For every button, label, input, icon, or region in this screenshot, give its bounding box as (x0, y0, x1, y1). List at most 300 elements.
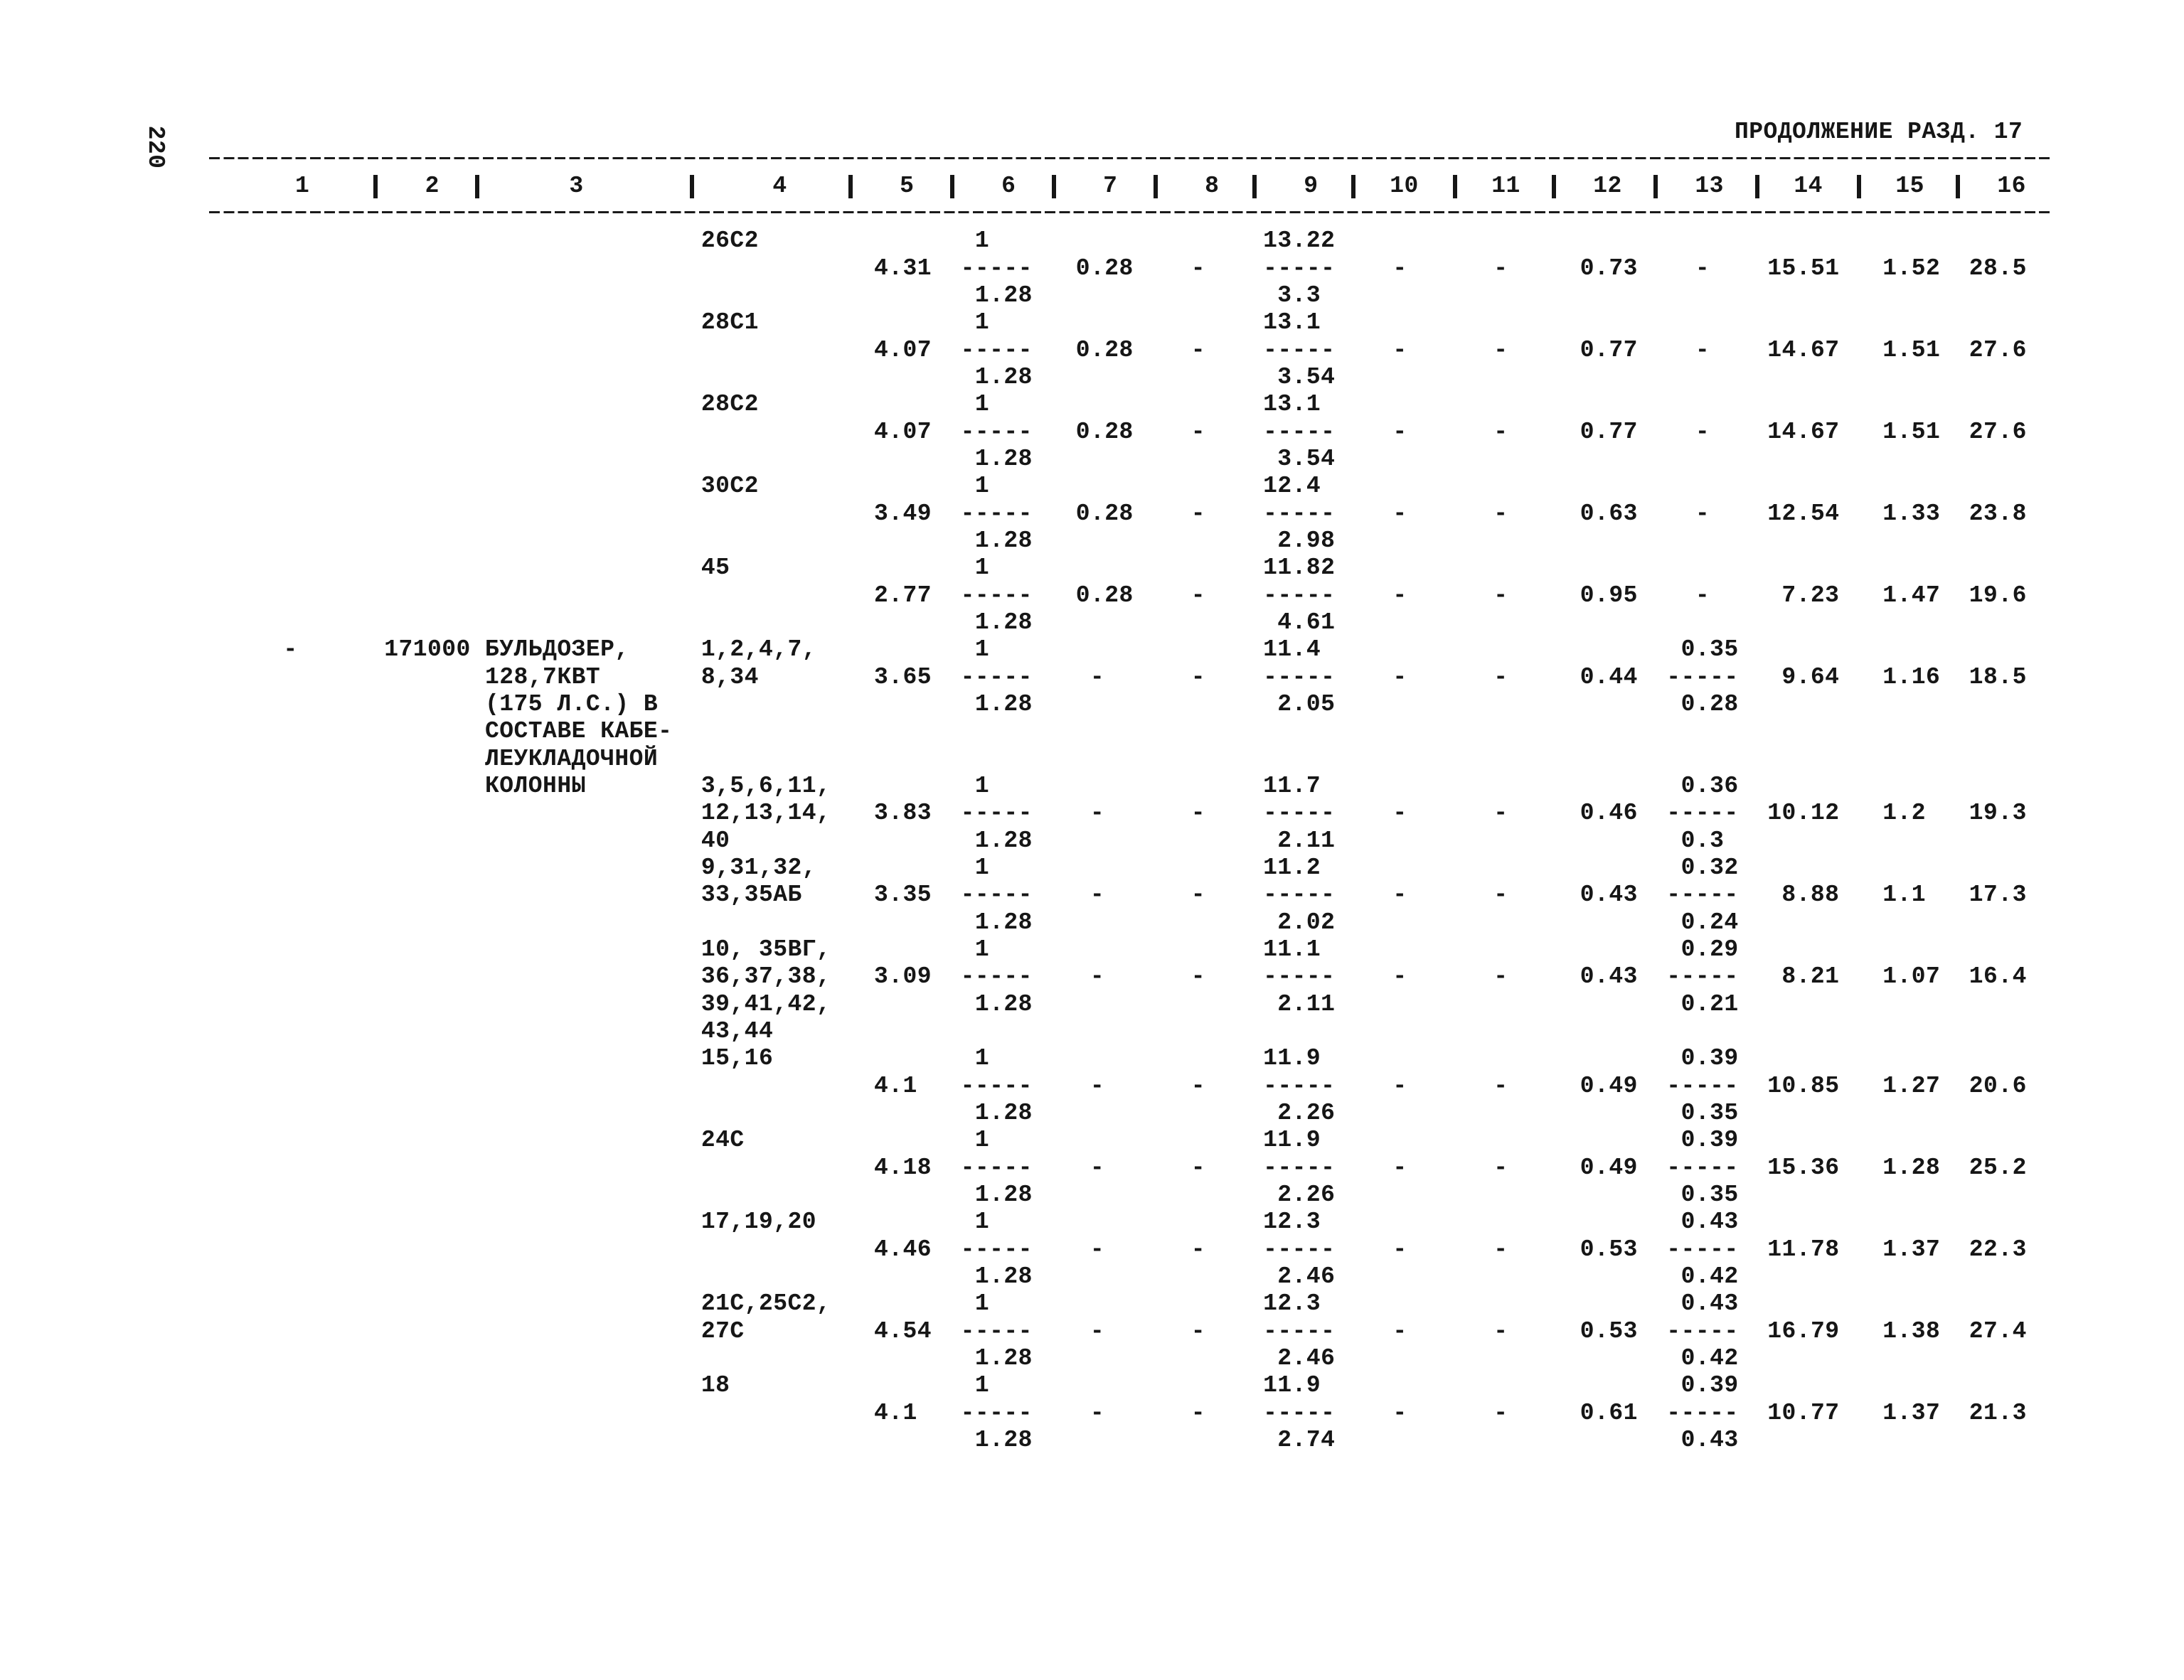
column-header-cell: 14 (1794, 173, 1823, 199)
cell-col4-line: 39,41,42, (701, 990, 831, 1017)
cell-col3-name-line: СОСТАВЕ КАБЕ- (485, 718, 673, 745)
column-header-cell: 13 (1695, 173, 1724, 199)
cell-col9-denominator: 2.46 (1277, 1263, 1336, 1290)
cell-col4-line: 36,37,38, (701, 963, 831, 990)
cell-col13-denominator: 0.43 (1680, 1426, 1739, 1453)
cell-col16: 17.3 (1969, 882, 2027, 909)
cell-col9-numerator: 11.7 (1263, 773, 1321, 799)
cell-col10: - (1392, 336, 1407, 363)
cell-col6-denominator: 1.28 (974, 1181, 1033, 1208)
cell-col7: - (1090, 1154, 1105, 1181)
cell-col10: - (1392, 1399, 1407, 1426)
cell-col8: - (1190, 336, 1206, 363)
cell-col15: 1.1 (1882, 882, 1926, 909)
cell-col13-denominator: 0.21 (1680, 990, 1739, 1017)
cell-col13-denominator: 0.35 (1680, 1181, 1739, 1208)
cell-col15: 1.37 (1882, 1236, 1941, 1263)
cell-col15: 1.37 (1882, 1399, 1941, 1426)
column-divider (1154, 175, 1158, 198)
cell-col6-denominator: 1.28 (974, 1100, 1033, 1126)
cell-col10: - (1392, 255, 1407, 282)
cell-col9-denominator: 2.74 (1277, 1426, 1336, 1453)
cell-col4-line: 21С,25С2, (701, 1290, 831, 1317)
cell-col11: - (1493, 800, 1508, 827)
cell-col7: - (1090, 1072, 1105, 1099)
cell-col5: 4.31 (874, 255, 932, 282)
cell-col6-denominator: 1.28 (974, 364, 1033, 390)
cell-col4-line: 8,34 (701, 663, 759, 690)
cell-col3-name-line: (175 Л.С.) В (485, 691, 659, 717)
column-divider (1552, 175, 1556, 198)
cell-col11: - (1493, 255, 1508, 282)
column-header-cell: 8 (1205, 173, 1220, 199)
column-header-cell: 4 (772, 173, 787, 199)
cell-col4-line: 15,16 (701, 1045, 774, 1072)
cell-col11: - (1493, 582, 1508, 609)
cell-col8: - (1190, 882, 1206, 909)
cell-col11: - (1493, 1154, 1508, 1181)
cell-col11: - (1493, 1236, 1508, 1263)
cell-col9-fraction-bar: ----- (1263, 1399, 1336, 1426)
cell-col3-name-line: 128,7КВТ (485, 663, 601, 690)
cell-col12: 0.44 (1580, 663, 1638, 690)
cell-col7: - (1090, 800, 1105, 827)
cell-col15: 1.16 (1882, 663, 1941, 690)
cell-col8: - (1190, 1154, 1206, 1181)
cell-col9-fraction-bar: ----- (1263, 1317, 1336, 1344)
cell-col13-fraction-bar: ----- (1666, 1072, 1739, 1099)
cell-col4-line: 1,2,4,7, (701, 636, 816, 663)
header-rule-bottom (209, 211, 2051, 213)
cell-col6-numerator: 1 (974, 1127, 990, 1154)
cell-col14: 14.67 (1767, 336, 1840, 363)
cell-col16: 19.3 (1969, 800, 2027, 827)
cell-col9-numerator: 11.9 (1263, 1045, 1321, 1072)
cell-col6-numerator: 1 (974, 1290, 990, 1317)
cell-col6-denominator: 1.28 (974, 990, 1033, 1017)
cell-col13-fraction-bar: ----- (1666, 1236, 1739, 1263)
cell-col14: 10.77 (1767, 1399, 1840, 1426)
cell-col6-fraction-bar: ----- (960, 582, 1033, 609)
cell-col15: 1.07 (1882, 963, 1941, 990)
cell-col12: 0.73 (1580, 255, 1638, 282)
cell-col8: - (1190, 1236, 1206, 1263)
cell-col7: 0.28 (1075, 336, 1134, 363)
cell-col4-line: 30С2 (701, 473, 759, 500)
column-header-cell: 2 (425, 173, 440, 199)
cell-col8: - (1190, 1072, 1206, 1099)
cell-col8: - (1190, 582, 1206, 609)
cell-col9-denominator: 2.11 (1277, 827, 1336, 854)
cell-col11: - (1493, 336, 1508, 363)
cell-col14: 12.54 (1767, 500, 1840, 527)
cell-col9-fraction-bar: ----- (1263, 800, 1336, 827)
cell-col16: 21.3 (1969, 1399, 2027, 1426)
column-divider (1857, 175, 1861, 198)
cell-col6-numerator: 1 (974, 473, 990, 500)
cell-col11: - (1493, 500, 1508, 527)
column-header-cell: 11 (1491, 173, 1520, 199)
cell-col6-fraction-bar: ----- (960, 500, 1033, 527)
cell-col4-line: 27С (701, 1317, 745, 1344)
cell-col11: - (1493, 1072, 1508, 1099)
cell-col4-line: 40 (701, 827, 730, 854)
header-rule-top (209, 157, 2051, 159)
column-divider (848, 175, 853, 198)
cell-col9-fraction-bar: ----- (1263, 336, 1336, 363)
cell-col13-denominator: 0.35 (1680, 1100, 1739, 1126)
cell-col6-fraction-bar: ----- (960, 1317, 1033, 1344)
cell-col5: 2.77 (874, 582, 932, 609)
cell-col3-name-line: БУЛЬДОЗЕР, (485, 636, 629, 663)
cell-col13-numerator: 0.32 (1680, 855, 1739, 881)
cell-col7: 0.28 (1075, 500, 1134, 527)
cell-col9-denominator: 2.02 (1277, 909, 1336, 936)
cell-col7: - (1090, 1317, 1105, 1344)
cell-col4-line: 45 (701, 555, 730, 582)
cell-col6-numerator: 1 (974, 855, 990, 881)
cell-col5: 4.1 (874, 1072, 917, 1099)
cell-col12: 0.77 (1580, 418, 1638, 445)
cell-col4-line: 33,35АБ (701, 882, 802, 909)
cell-col4-line: 17,19,20 (701, 1209, 816, 1236)
cell-col14: 11.78 (1767, 1236, 1840, 1263)
cell-col6-numerator: 1 (974, 636, 990, 663)
cell-col8: - (1190, 1399, 1206, 1426)
cell-col16: 27.6 (1969, 336, 2027, 363)
cell-col5: 3.65 (874, 663, 932, 690)
cell-col6-fraction-bar: ----- (960, 1154, 1033, 1181)
cell-col12: 0.49 (1580, 1072, 1638, 1099)
cell-col9-fraction-bar: ----- (1263, 1236, 1336, 1263)
cell-col6-fraction-bar: ----- (960, 1072, 1033, 1099)
cell-col14: 7.23 (1781, 582, 1840, 609)
cell-col6-numerator: 1 (974, 936, 990, 963)
cell-col16: 20.6 (1969, 1072, 2027, 1099)
cell-col9-fraction-bar: ----- (1263, 582, 1336, 609)
cell-col16: 16.4 (1969, 963, 2027, 990)
cell-col6-numerator: 1 (974, 1045, 990, 1072)
cell-col6-denominator: 1.28 (974, 528, 1033, 554)
cell-col13: - (1695, 336, 1710, 363)
cell-col12: 0.63 (1580, 500, 1638, 527)
cell-col8: - (1190, 255, 1206, 282)
cell-col12: 0.43 (1580, 882, 1638, 909)
cell-col14: 15.51 (1767, 255, 1840, 282)
cell-col9-numerator: 12.3 (1263, 1290, 1321, 1317)
cell-col5: 4.18 (874, 1154, 932, 1181)
cell-col4-line: 9,31,32, (701, 855, 816, 881)
cell-col8: - (1190, 963, 1206, 990)
cell-col11: - (1493, 882, 1508, 909)
cell-col13-denominator: 0.42 (1680, 1344, 1739, 1371)
cell-col5: 4.54 (874, 1317, 932, 1344)
continuation-title: ПРОДОЛЖЕНИЕ РАЗД. 17 (1735, 119, 2023, 145)
cell-col6-denominator: 1.28 (974, 1263, 1033, 1290)
cell-col16: 18.5 (1969, 663, 2027, 690)
cell-col5: 3.49 (874, 500, 932, 527)
cell-col5: 4.07 (874, 418, 932, 445)
cell-col11: - (1493, 418, 1508, 445)
column-divider (1252, 175, 1257, 198)
cell-col13-denominator: 0.42 (1680, 1263, 1739, 1290)
cell-col11: - (1493, 1317, 1508, 1344)
column-divider (690, 175, 694, 198)
cell-col4-line: 28С2 (701, 391, 759, 418)
cell-col4-line: 18 (701, 1372, 730, 1399)
cell-col13: - (1695, 582, 1710, 609)
cell-col13-fraction-bar: ----- (1666, 663, 1739, 690)
cell-col9-fraction-bar: ----- (1263, 1072, 1336, 1099)
cell-col6-fraction-bar: ----- (960, 663, 1033, 690)
cell-col12: 0.53 (1580, 1317, 1638, 1344)
cell-col7: 0.28 (1075, 582, 1134, 609)
column-divider (1453, 175, 1457, 198)
cell-col15: 1.51 (1882, 336, 1941, 363)
cell-col6-fraction-bar: ----- (960, 336, 1033, 363)
column-header-cell: 1 (294, 173, 310, 199)
cell-col9-fraction-bar: ----- (1263, 963, 1336, 990)
cell-col10: - (1392, 882, 1407, 909)
cell-col16: 23.8 (1969, 500, 2027, 527)
cell-col6-numerator: 1 (974, 228, 990, 255)
cell-col13-denominator: 0.28 (1680, 691, 1739, 717)
cell-col13: - (1695, 500, 1710, 527)
cell-col13-numerator: 0.36 (1680, 773, 1739, 799)
cell-col16: 19.6 (1969, 582, 2027, 609)
cell-col16: 28.5 (1969, 255, 2027, 282)
cell-col7: - (1090, 1236, 1105, 1263)
cell-col6-numerator: 1 (974, 773, 990, 799)
cell-col8: - (1190, 800, 1206, 827)
cell-col15: 1.33 (1882, 500, 1941, 527)
column-divider (950, 175, 954, 198)
column-divider (475, 175, 479, 198)
cell-col4-line: 26С2 (701, 228, 759, 255)
cell-col6-denominator: 1.28 (974, 1426, 1033, 1453)
cell-col9-denominator: 2.11 (1277, 990, 1336, 1017)
cell-col9-denominator: 2.26 (1277, 1100, 1336, 1126)
cell-col4-line: 3,5,6,11, (701, 773, 831, 799)
cell-col13-denominator: 0.24 (1680, 909, 1739, 936)
cell-col6-fraction-bar: ----- (960, 1399, 1033, 1426)
cell-col9-numerator: 13.1 (1263, 391, 1321, 418)
cell-col10: - (1392, 1072, 1407, 1099)
cell-col6-denominator: 1.28 (974, 691, 1033, 717)
cell-col12: 0.61 (1580, 1399, 1638, 1426)
cell-col5: 4.46 (874, 1236, 932, 1263)
cell-col5: 3.09 (874, 963, 932, 990)
cell-col11: - (1493, 1399, 1508, 1426)
cell-col6-fraction-bar: ----- (960, 963, 1033, 990)
cell-col12: 0.49 (1580, 1154, 1638, 1181)
column-header-cell: 5 (900, 173, 915, 199)
cell-col5: 3.35 (874, 882, 932, 909)
cell-col9-fraction-bar: ----- (1263, 663, 1336, 690)
cell-col7: - (1090, 963, 1105, 990)
cell-col6-denominator: 1.28 (974, 827, 1033, 854)
cell-col7: - (1090, 663, 1105, 690)
cell-col1: - (283, 636, 298, 663)
column-header-cell: 16 (1997, 173, 2026, 199)
cell-col9-numerator: 12.3 (1263, 1209, 1321, 1236)
cell-col7: - (1090, 882, 1105, 909)
cell-col7: - (1090, 1399, 1105, 1426)
cell-col11: - (1493, 663, 1508, 690)
cell-col9-numerator: 11.4 (1263, 636, 1321, 663)
column-divider (1052, 175, 1056, 198)
cell-col9-fraction-bar: ----- (1263, 500, 1336, 527)
cell-col10: - (1392, 418, 1407, 445)
cell-col13-fraction-bar: ----- (1666, 1399, 1739, 1426)
cell-col9-fraction-bar: ----- (1263, 255, 1336, 282)
cell-col10: - (1392, 500, 1407, 527)
column-divider (1351, 175, 1355, 198)
cell-col9-fraction-bar: ----- (1263, 882, 1336, 909)
cell-col14: 10.12 (1767, 800, 1840, 827)
cell-col9-numerator: 11.9 (1263, 1127, 1321, 1154)
cell-col13-denominator: 0.3 (1680, 827, 1725, 854)
cell-col14: 8.88 (1781, 882, 1840, 909)
cell-col4-line: 12,13,14, (701, 800, 831, 827)
cell-col9-denominator: 3.54 (1277, 364, 1336, 390)
column-header-cell: 9 (1304, 173, 1319, 199)
cell-col13-fraction-bar: ----- (1666, 882, 1739, 909)
cell-col6-denominator: 1.28 (974, 909, 1033, 936)
cell-col15: 1.38 (1882, 1317, 1941, 1344)
cell-col9-denominator: 2.05 (1277, 691, 1336, 717)
cell-col4-line: 10, 35ВГ, (701, 936, 831, 963)
cell-col5: 4.07 (874, 336, 932, 363)
cell-col13-fraction-bar: ----- (1666, 800, 1739, 827)
cell-col6-numerator: 1 (974, 1209, 990, 1236)
cell-col9-denominator: 3.3 (1277, 282, 1321, 309)
cell-col6-denominator: 1.28 (974, 446, 1033, 472)
cell-col14: 8.21 (1781, 963, 1840, 990)
column-header-cell: 6 (1001, 173, 1016, 199)
cell-col6-fraction-bar: ----- (960, 255, 1033, 282)
cell-col9-numerator: 11.82 (1263, 555, 1336, 582)
column-header-cell: 10 (1390, 173, 1419, 199)
cell-col13-numerator: 0.43 (1680, 1290, 1739, 1317)
cell-col6-numerator: 1 (974, 309, 990, 336)
cell-col9-denominator: 4.61 (1277, 609, 1336, 636)
cell-col13-numerator: 0.35 (1680, 636, 1739, 663)
column-header-cell: 12 (1593, 173, 1622, 199)
cell-col4-line: 28С1 (701, 309, 759, 336)
cell-col9-denominator: 3.54 (1277, 446, 1336, 472)
cell-col15: 1.51 (1882, 418, 1941, 445)
cell-col12: 0.46 (1580, 800, 1638, 827)
cell-col6-fraction-bar: ----- (960, 800, 1033, 827)
cell-col9-fraction-bar: ----- (1263, 418, 1336, 445)
cell-col14: 14.67 (1767, 418, 1840, 445)
cell-col13-numerator: 0.39 (1680, 1372, 1739, 1399)
cell-col8: - (1190, 663, 1206, 690)
cell-col6-fraction-bar: ----- (960, 1236, 1033, 1263)
column-header-cell: 3 (569, 173, 584, 199)
cell-col9-numerator: 13.22 (1263, 228, 1336, 255)
cell-col6-numerator: 1 (974, 555, 990, 582)
cell-col3-name-line: ЛЕУКЛАДОЧНОЙ (485, 745, 659, 772)
cell-col16: 22.3 (1969, 1236, 2027, 1263)
cell-col6-denominator: 1.28 (974, 282, 1033, 309)
cell-col4-line: 24С (701, 1127, 745, 1154)
cell-col10: - (1392, 800, 1407, 827)
cell-col13-numerator: 0.39 (1680, 1045, 1739, 1072)
cell-col13-fraction-bar: ----- (1666, 963, 1739, 990)
cell-col14: 16.79 (1767, 1317, 1840, 1344)
cell-col5: 3.83 (874, 800, 932, 827)
cell-col12: 0.53 (1580, 1236, 1638, 1263)
column-header-cell: 15 (1895, 173, 1924, 199)
column-header-cell: 7 (1103, 173, 1118, 199)
cell-col9-denominator: 2.98 (1277, 528, 1336, 554)
cell-col6-denominator: 1.28 (974, 1344, 1033, 1371)
cell-col6-fraction-bar: ----- (960, 882, 1033, 909)
cell-col16: 25.2 (1969, 1154, 2027, 1181)
cell-col15: 1.27 (1882, 1072, 1941, 1099)
cell-col8: - (1190, 1317, 1206, 1344)
column-divider (1956, 175, 1960, 198)
cell-col9-numerator: 11.9 (1263, 1372, 1321, 1399)
cell-col10: - (1392, 1317, 1407, 1344)
cell-col10: - (1392, 663, 1407, 690)
cell-col6-denominator: 1.28 (974, 609, 1033, 636)
cell-col14: 15.36 (1767, 1154, 1840, 1181)
cell-col9-denominator: 2.46 (1277, 1344, 1336, 1371)
cell-col15: 1.52 (1882, 255, 1941, 282)
cell-col13-fraction-bar: ----- (1666, 1317, 1739, 1344)
cell-col9-numerator: 11.2 (1263, 855, 1321, 881)
cell-col8: - (1190, 418, 1206, 445)
column-divider (1755, 175, 1759, 198)
cell-col9-numerator: 11.1 (1263, 936, 1321, 963)
page-number: 220 (142, 125, 169, 169)
cell-col11: - (1493, 963, 1508, 990)
cell-col9-denominator: 2.26 (1277, 1181, 1336, 1208)
cell-col12: 0.43 (1580, 963, 1638, 990)
cell-col7: 0.28 (1075, 418, 1134, 445)
cell-col13: - (1695, 255, 1710, 282)
cell-col5: 4.1 (874, 1399, 917, 1426)
cell-col9-numerator: 12.4 (1263, 473, 1321, 500)
cell-col3-name-line: КОЛОННЫ (485, 773, 586, 799)
cell-col14: 9.64 (1781, 663, 1840, 690)
cell-col9-numerator: 13.1 (1263, 309, 1321, 336)
cell-col12: 0.77 (1580, 336, 1638, 363)
cell-col6-numerator: 1 (974, 391, 990, 418)
cell-col10: - (1392, 582, 1407, 609)
cell-col10: - (1392, 963, 1407, 990)
cell-col15: 1.47 (1882, 582, 1941, 609)
cell-col16: 27.4 (1969, 1317, 2027, 1344)
cell-col6-fraction-bar: ----- (960, 418, 1033, 445)
cell-col13-fraction-bar: ----- (1666, 1154, 1739, 1181)
cell-col6-numerator: 1 (974, 1372, 990, 1399)
cell-col12: 0.95 (1580, 582, 1638, 609)
cell-col4-line: 43,44 (701, 1018, 774, 1044)
cell-col13-numerator: 0.39 (1680, 1127, 1739, 1154)
cell-col13-numerator: 0.43 (1680, 1209, 1739, 1236)
column-divider (1653, 175, 1658, 198)
column-divider (373, 175, 378, 198)
cell-col8: - (1190, 500, 1206, 527)
cell-col13-numerator: 0.29 (1680, 936, 1739, 963)
cell-col7: 0.28 (1075, 255, 1134, 282)
cell-col9-fraction-bar: ----- (1263, 1154, 1336, 1181)
cell-col14: 10.85 (1767, 1072, 1840, 1099)
